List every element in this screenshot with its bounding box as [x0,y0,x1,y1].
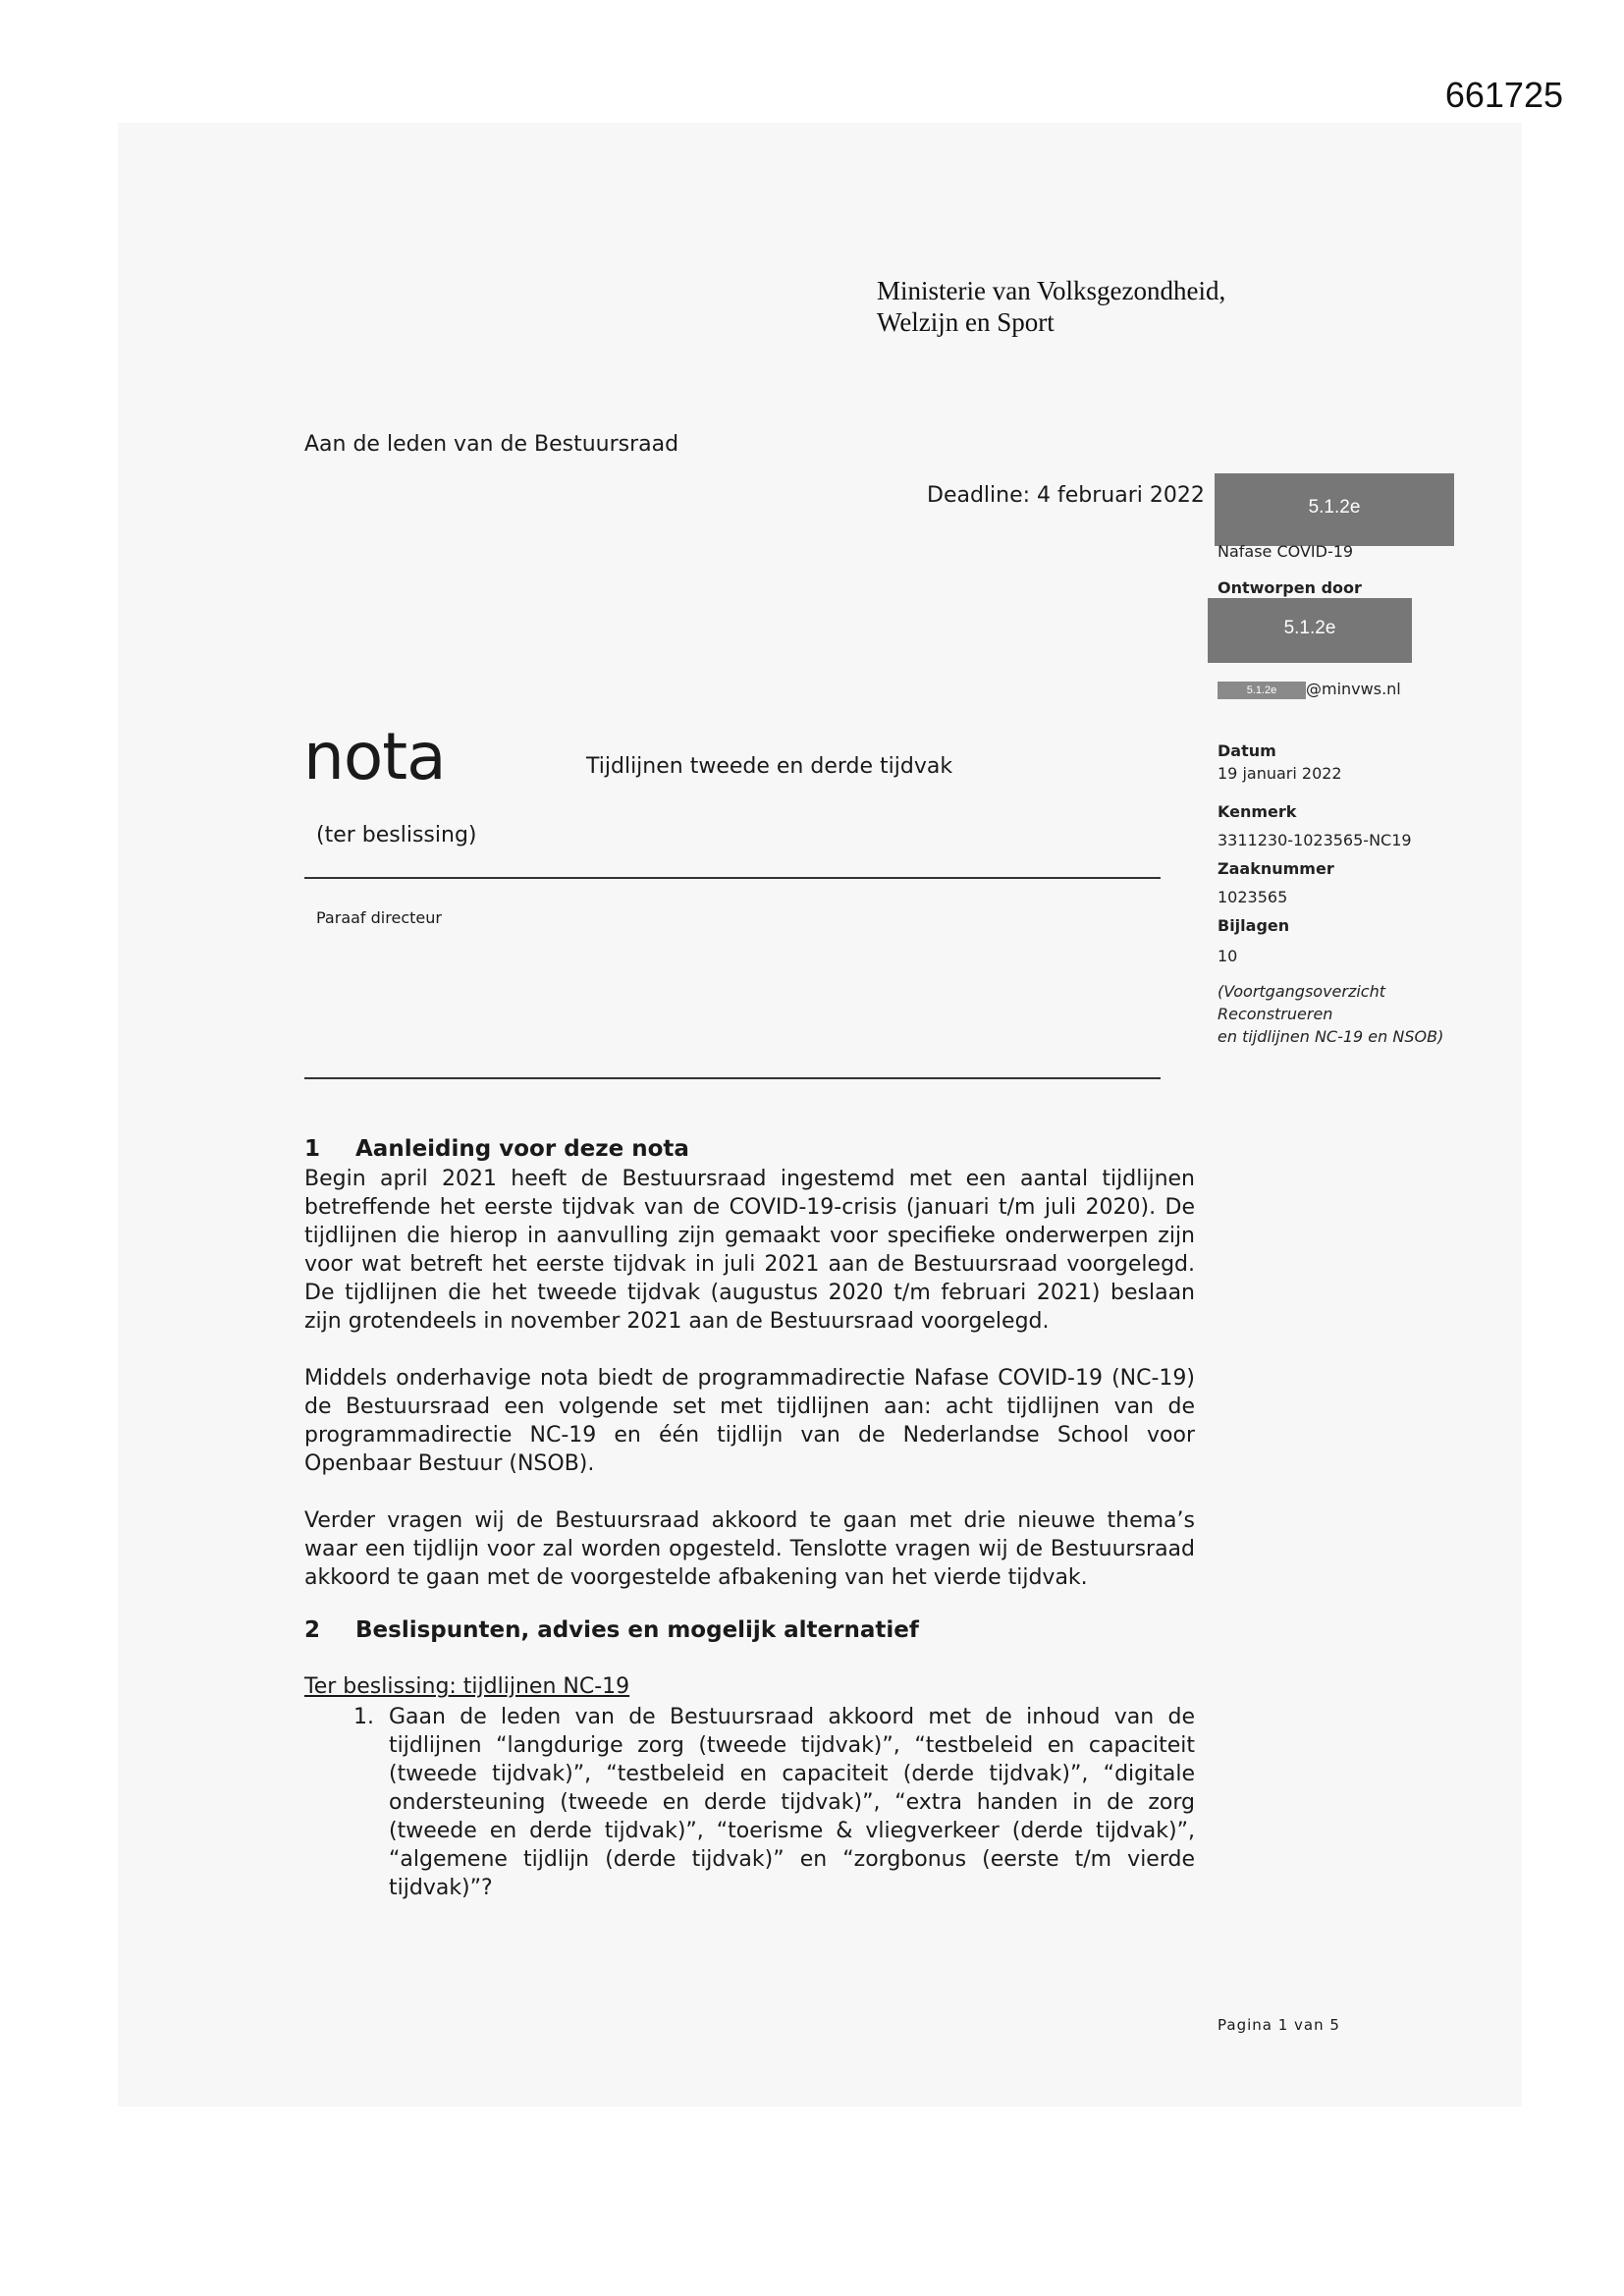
section-2-heading [304,1617,919,1643]
kenmerk-label: Kenmerk [1218,802,1297,821]
ministry-logo-text [877,275,1225,338]
ministry-line-2: Welzijn en Sport [877,307,1055,337]
redaction-block: 5.1.2e [1208,598,1412,663]
list-item-text: Gaan de leden van de Bestuursraad akkoord met de inhoud van de tijdlijnen “langdurige zorg (tweede tijdvak)”, “testbeleid en capaciteit (tweede tijdvak)”, “testbeleid en capaciteit (derde tijdvak)”, “digitale ondersteuning (tweede en derde tijdvak)”, “extra handen in de zorg (tweede en derde tijdvak)”, “toerisme & vliegverkeer (derde tijdvak)”, “algemene tijdlijn (derde tijdvak)” en “zorgbonus (eerste t/m vierde tijdvak)”? [389,1705,1195,1900]
decision-subheading: Ter beslissing: tijdlijnen NC-19 [304,1674,630,1699]
bijlagen-note-line: Reconstrueren [1218,1005,1333,1023]
redaction-block: 5.1.2e [1215,473,1454,546]
section-title: Beslispunten, advies en mogelijk alternatief [355,1617,919,1643]
zaaknummer-label: Zaaknummer [1218,859,1334,878]
divider [304,877,1161,879]
section-number: 2 [304,1617,321,1643]
date-label: Datum [1218,741,1276,760]
bijlagen-note [1218,980,1443,1048]
nota-title: nota [303,719,446,794]
ministry-line-1: Ministerie van Volksgezondheid, [877,276,1226,305]
document-id: 661725 [1444,75,1563,115]
section-number: 1 [304,1136,321,1162]
section-1-paragraph-2: Middels onderhavige nota biedt de programmadirectie Nafase COVID-19 (NC-19) de Bestuursraad een volgende set met tijdlijnen aan: acht tijdlijnen van de programmadirectie NC-19 en één tijdlijn van de Nederlandse School voor Openbaar Bestuur (NSOB). [304,1366,1195,1476]
bijlagen-value: 10 [1218,947,1238,965]
zaaknummer-value: 1023565 [1218,888,1288,906]
nota-type: (ter beslissing) [316,823,477,847]
redaction-block: 5.1.2e [1218,682,1306,699]
deadline: Deadline: 4 februari 2022 [927,483,1205,508]
addressee: Aan de leden van de Bestuursraad [304,432,679,457]
bijlagen-note-line: en tijdlijnen NC-19 en NSOB) [1218,1027,1444,1046]
nota-subject: Tijdlijnen tweede en derde tijdvak [586,754,953,779]
date-value: 19 januari 2022 [1218,764,1342,783]
bijlagen-note-line: (Voortgangsoverzicht [1218,982,1386,1001]
department-name: Nafase COVID-19 [1218,542,1354,561]
email-suffix: @minvws.nl [1306,680,1401,698]
decision-list [353,1703,1195,1902]
paraaf-label: Paraaf directeur [316,908,442,927]
list-item [353,1703,1195,1902]
section-1-heading [304,1136,689,1162]
divider [304,1077,1161,1079]
designed-by-label: Ontworpen door [1218,578,1362,597]
bijlagen-label: Bijlagen [1218,916,1290,935]
section-title: Aanleiding voor deze nota [355,1136,689,1162]
section-1-paragraph-3: Verder vragen wij de Bestuursraad akkoord te gaan met drie nieuwe thema’s waar een tijdlijn voor zal worden opgesteld. Tenslotte vragen wij de Bestuursraad akkoord te gaan met de voorgestelde afbakening van het vierde tijdvak. [304,1508,1195,1590]
section-1-paragraph-1: Begin april 2021 heeft de Bestuursraad ingestemd met een aantal tijdlijnen betreffende het eerste tijdvak van de COVID-19-crisis (januari t/m juli 2020). De tijdlijnen die hierop in aanvulling zijn gemaakt voor specifieke onderwerpen zijn voor wat betreft het eerste tijdvak in juli 2021 aan de Bestuursraad voorgelegd. De tijdlijnen die het tweede tijdvak (augustus 2020 t/m februari 2021) beslaan zijn grotendeels in november 2021 aan de Bestuursraad voorgelegd. [304,1167,1195,1334]
list-item-number: 1. [353,1705,374,1729]
page-number: Pagina 1 van 5 [1218,2016,1340,2034]
kenmerk-value: 3311230-1023565-NC19 [1218,831,1412,849]
